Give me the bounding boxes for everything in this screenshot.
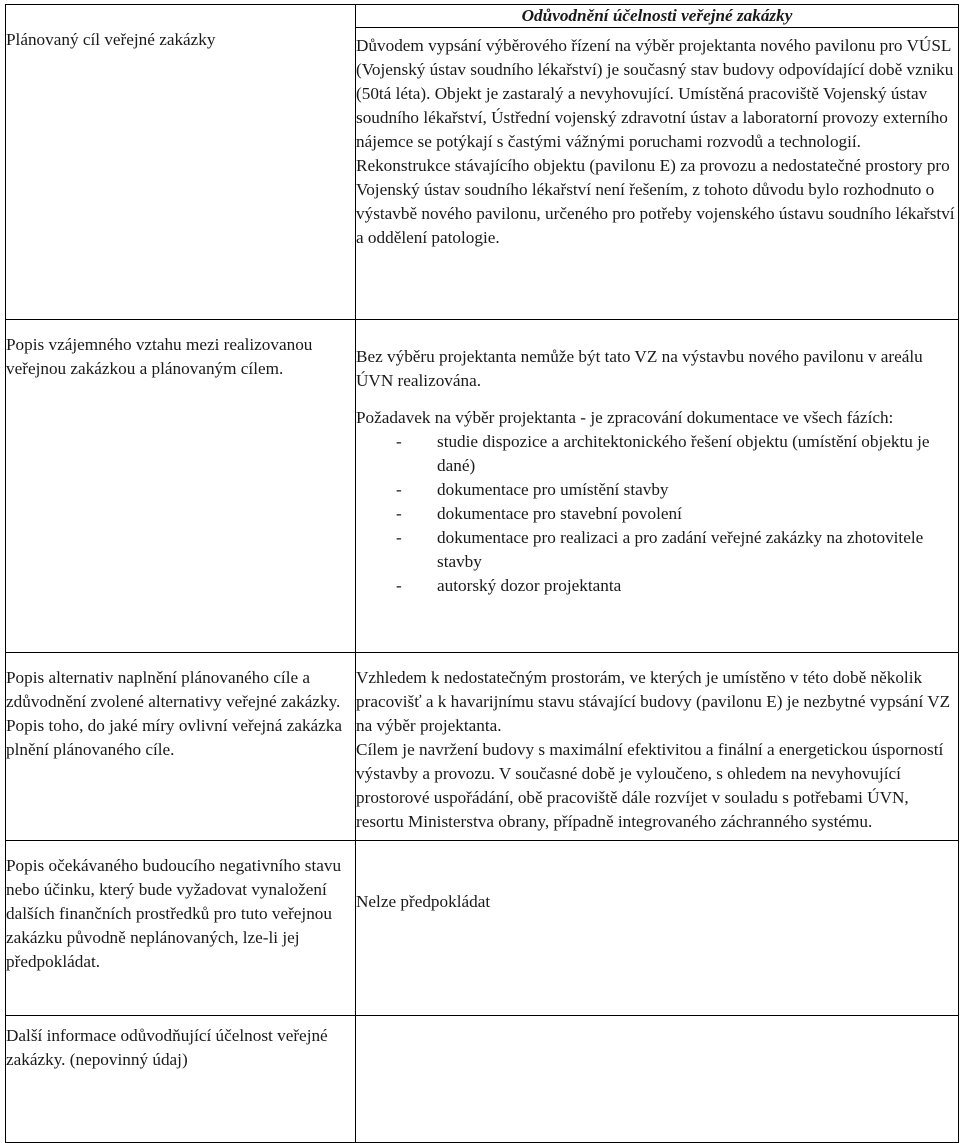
row-negative	[6, 840, 959, 1015]
alternatives-text-1: Vzhledem k nedostatečným prostorám, ve kterých je umístěno v této době několik pracovišť a k havarijnímu stavu stávající budovy (pavilonu E) je nezbytné vypsání VZ na výběr projektanta.	[356, 667, 951, 735]
row-alternatives	[6, 652, 959, 840]
list-item-text: dokumentace pro realizaci a pro zadání veřejné zakázky na zhotovitele stavby	[437, 527, 924, 571]
dash-bullet: -	[396, 527, 402, 547]
table-title: Odůvodnění účelnosti veřejné zakázky	[356, 5, 959, 28]
negative-label: Popis očekávaného budoucího negativního stavu nebo účinku, který bude vyžadovat vynaložení dalších finančních prostředků pro tuto veřejnou zakázku původně neplánovaných, lze-li jej předpokládat.	[6, 840, 356, 1015]
alternatives-label	[6, 652, 356, 840]
row-goal	[6, 28, 959, 320]
list-item	[356, 478, 958, 502]
list-item	[356, 526, 958, 574]
list-item-text: dokumentace pro stavební povolení	[437, 503, 682, 523]
dash-bullet: -	[396, 503, 402, 523]
row-relation	[6, 319, 959, 652]
goal-label: Plánovaný cíl veřejné zakázky	[6, 28, 356, 320]
requirement-list	[356, 430, 958, 598]
list-item-text: studie dispozice a architektonického řešení objektu (umístění objektu je dané)	[437, 431, 930, 475]
other-text	[356, 1015, 959, 1142]
dash-bullet: -	[396, 431, 402, 451]
negative-text: Nelze předpokládat	[356, 840, 959, 1015]
list-item	[356, 430, 958, 478]
alternatives-cell	[356, 652, 959, 840]
relation-cell	[356, 319, 959, 652]
alternatives-text-2: Cílem je navržení budovy s maximální efektivitou a finální a energetickou úsporností výstavby a provozu. V současné době je vyloučeno, s ohledem na nevyhovující prostorové uspořádání, obě pracoviště dále rozvíjet v souladu s potřebami ÚVN, resortu Ministerstva obrany, případně integrovaného záchranného systému.	[356, 739, 944, 831]
dash-bullet: -	[396, 479, 402, 499]
alternatives-label-2: Popis toho, do jaké míry ovlivní veřejná zakázka plnění plánovaného cíle.	[6, 715, 343, 759]
alternatives-label-1: Popis alternativ naplnění plánovaného cíle a zdůvodnění zvolené alternativy veřejné zakázky.	[6, 667, 341, 711]
list-item	[356, 502, 958, 526]
other-label: Další informace odůvodňující účelnost veřejné zakázky. (nepovinný údaj)	[6, 1015, 356, 1142]
relation-text: Bez výběru projektanta nemůže být tato VZ na výstavbu nového pavilonu v areálu ÚVN realizována.	[356, 346, 923, 390]
list-item-text: autorský dozor projektanta	[437, 575, 622, 595]
list-item	[356, 574, 958, 598]
title-left-cell	[6, 5, 356, 28]
justification-table	[5, 4, 959, 1143]
row-other	[6, 1015, 959, 1142]
title-row	[6, 5, 959, 28]
list-item-text: dokumentace pro umístění stavby	[437, 479, 669, 499]
goal-text	[356, 28, 959, 320]
relation-label: Popis vzájemného vztahu mezi realizovanou veřejnou zakázkou a plánovaným cílem.	[6, 319, 356, 652]
goal-paragraph: Důvodem vypsání výběrového řízení na výběr projektanta nového pavilonu pro VÚSL (Vojenský ústav soudního lékařství) je současný stav budovy odpovídající době vzniku (50tá léta). Objekt je zastaralý a nevyhovující. Umístěná pracoviště Vojenský ústav soudního lékařství, Ústřední vojenský zdravotní ústav a laboratorní provozy externího nájemce se potýkají s častými vážnými poruchami rozvodů a technologií. Rekonstrukce stávajícího objektu (pavilonu E) za provozu a nedostatečné prostory pro Vojenský ústav soudního lékařství není řešením, z tohoto důvodu bylo rozhodnuto o výstavbě nového pavilonu, určeného pro potřeby vojenského ústavu soudního lékařství a oddělení patologie.	[356, 36, 955, 247]
dash-bullet: -	[396, 575, 402, 595]
requirement-intro: Požadavek na výběr projektanta - je zpracování dokumentace ve všech fázích:	[356, 407, 894, 427]
